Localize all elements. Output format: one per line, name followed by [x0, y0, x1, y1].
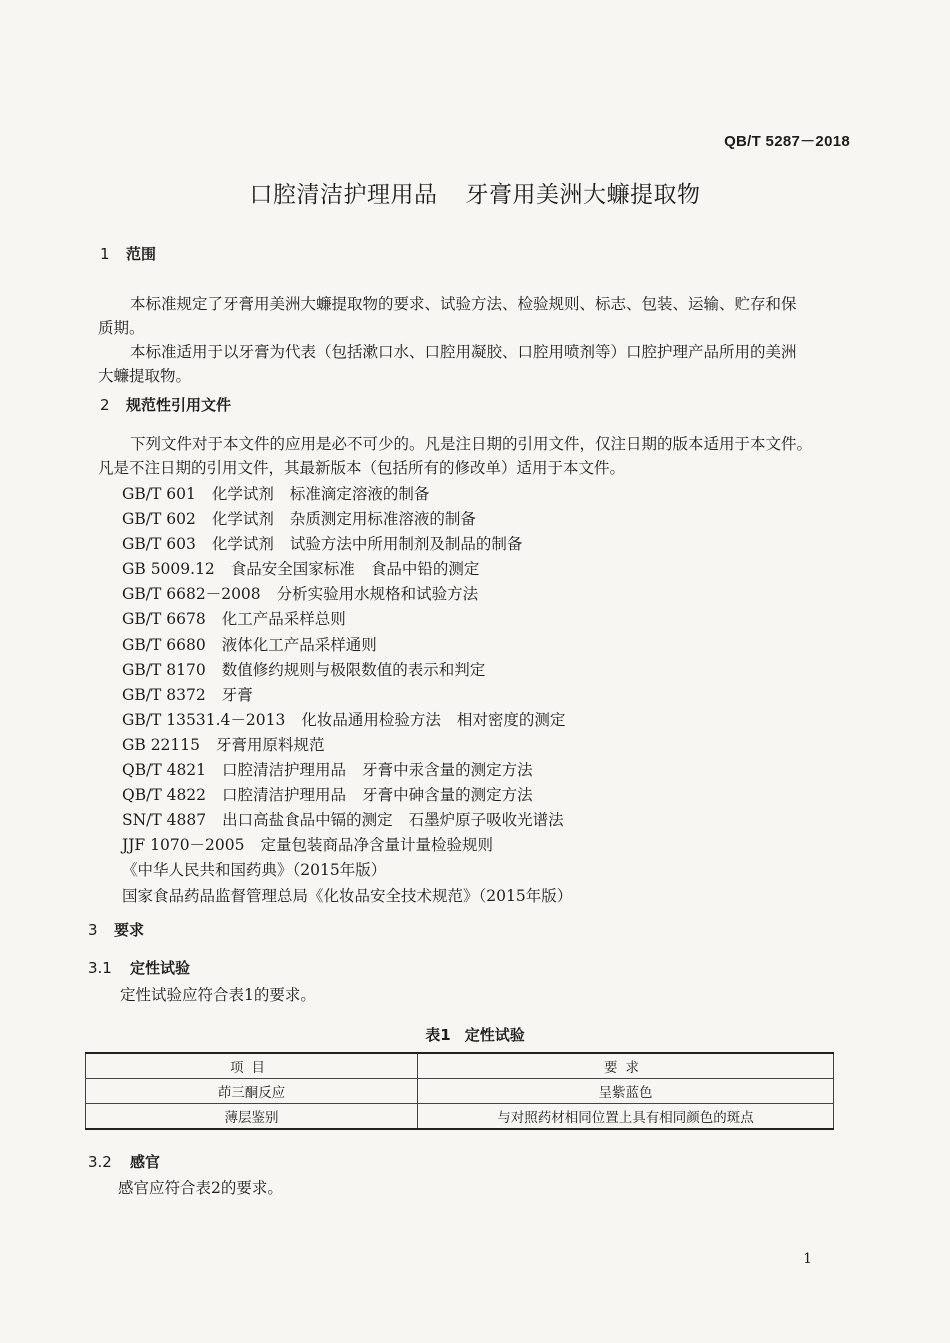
table-row: [86, 1104, 834, 1130]
reference-item: 《中华人民共和国药典》（2015年版）: [122, 861, 387, 880]
section-3-2-heading: [88, 1151, 160, 1172]
standard-code: QB/T 5287－2018: [724, 133, 850, 150]
reference-item: GB/T 6680 液体化工产品采样通则: [122, 635, 377, 654]
reference-item: GB/T 6678 化工产品采样总则: [122, 610, 346, 629]
section-number: 2: [100, 396, 110, 414]
section-title: 感官: [130, 1153, 161, 1171]
paragraph-line: 本标准规定了牙膏用美洲大蠊提取物的要求、试验方法、检验规则、标志、包装、运输、贮存和保: [130, 295, 797, 313]
table-cell: 呈紫蓝色: [418, 1079, 834, 1104]
table-cell: 茚三酮反应: [86, 1079, 418, 1104]
section-1-paragraph-1: [98, 292, 850, 340]
reference-item: GB 5009.12 食品安全国家标准 食品中铅的测定: [122, 560, 480, 579]
section-3-1-heading: [88, 957, 190, 978]
table-cell: 与对照药材相同位置上具有相同颜色的斑点: [418, 1104, 834, 1130]
table-label: 表1: [425, 1026, 451, 1044]
paragraph-line: 质期。: [98, 319, 145, 337]
reference-item: GB/T 8372 牙膏: [122, 685, 253, 704]
reference-item: QB/T 4822 口腔清洁护理用品 牙膏中砷含量的测定方法: [122, 786, 533, 805]
normative-references-list: [122, 482, 572, 909]
section-title: 规范性引用文件: [126, 396, 232, 414]
table-caption-text: 定性试验: [464, 1026, 525, 1044]
section-3-heading: [88, 919, 144, 940]
page-number: 1: [803, 1251, 812, 1267]
section-title: 定性试验: [130, 959, 191, 977]
reference-item: GB/T 13531.4－2013 化妆品通用检验方法 相对密度的测定: [122, 710, 566, 729]
table-row: [86, 1079, 834, 1104]
section-3-1-text: 定性试验应符合表1的要求。: [120, 986, 316, 1004]
paragraph-line: 凡是不注日期的引用文件，其最新版本（包括所有的修改单）适用于本文件。: [98, 459, 626, 477]
section-number: 3.1: [88, 959, 112, 977]
column-header: 要求: [418, 1053, 834, 1079]
section-1-heading: [100, 243, 156, 264]
paragraph-line: 下列文件对于本文件的应用是必不可少的。凡是注日期的引用文件，仅注日期的版本适用于本文件。: [130, 435, 813, 453]
section-number: 3.2: [88, 1153, 112, 1171]
section-number: 3: [88, 921, 98, 939]
reference-item: SN/T 4887 出口高盐食品中镉的测定 石墨炉原子吸收光谱法: [122, 811, 564, 830]
reference-item: 国家食品药品监督管理总局《化妆品安全技术规范》（2015年版）: [122, 886, 573, 905]
title-part-1: 口腔清洁护理用品: [249, 182, 438, 208]
table-cell: 薄层鉴别: [86, 1104, 418, 1130]
column-header: 项目: [86, 1053, 418, 1079]
table-1-caption: [0, 1024, 950, 1045]
section-1-paragraph-2: [98, 340, 850, 388]
section-3-2-text: 感官应符合表2的要求。: [118, 1179, 283, 1197]
paragraph-line: 本标准适用于以牙膏为代表（包括漱口水、口腔用凝胶、口腔用喷剂等）口腔护理产品所用的美洲: [130, 343, 797, 361]
title-part-2: 牙膏用美洲大蠊提取物: [465, 182, 701, 208]
reference-item: GB/T 603 化学试剂 试验方法中所用制剂及制品的制备: [122, 535, 523, 554]
section-title: 要求: [114, 921, 145, 939]
reference-item: GB/T 8170 数值修约规则与极限数值的表示和判定: [122, 660, 486, 679]
reference-item: GB 22115 牙膏用原料规范: [122, 735, 325, 754]
section-number: 1: [100, 245, 110, 263]
reference-item: QB/T 4821 口腔清洁护理用品 牙膏中汞含量的测定方法: [122, 761, 533, 780]
section-2-paragraph-1: [98, 432, 850, 480]
reference-item: JJF 1070－2005 定量包装商品净含量计量检验规则: [122, 836, 494, 855]
reference-item: GB/T 601 化学试剂 标准滴定溶液的制备: [122, 485, 430, 503]
reference-item: GB/T 602 化学试剂 杂质测定用标准溶液的制备: [122, 510, 476, 529]
table-1: [85, 1052, 834, 1130]
table-header-row: [86, 1053, 834, 1079]
document-title: [0, 176, 950, 209]
section-title: 范围: [126, 245, 157, 263]
section-2-heading: [100, 394, 231, 415]
paragraph-line: 大蠊提取物。: [98, 367, 192, 385]
reference-item: GB/T 6682－2008 分析实验用水规格和试验方法: [122, 585, 479, 604]
